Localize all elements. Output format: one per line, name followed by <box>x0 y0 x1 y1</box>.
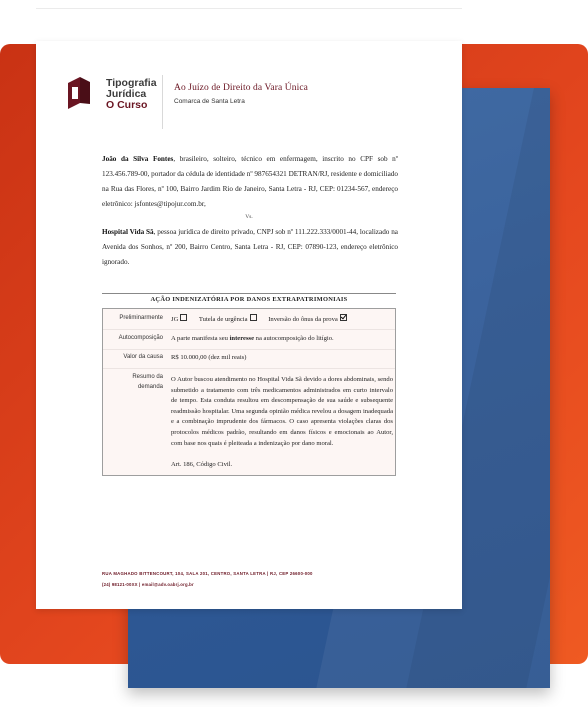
table-row-resumo <box>103 368 395 475</box>
checkbox-inversao-onus[interactable] <box>340 314 347 321</box>
footer-address: RUA MAGHADO BITTENCOURT, 104, SALA 201, CENTRO, SANTA LETRA | RJ, CEP 26600-000 <box>102 571 313 576</box>
autocomposicao-label: Autocomposição <box>118 335 163 341</box>
logo-wordmark <box>106 78 157 111</box>
interest-emphasis: interesse <box>229 335 255 342</box>
footer-contact: (24) 98121-00XX | email@adv.oabrj.org.br <box>102 582 194 587</box>
table-row-valor-causa <box>103 349 395 369</box>
case-summary-table <box>102 308 396 476</box>
checkbox-jg[interactable] <box>180 314 187 321</box>
plaintiff-name: João da Silva Fontes <box>102 155 174 163</box>
resumo-label: Resumo da demanda <box>132 374 163 390</box>
defendant-qualification <box>102 225 398 270</box>
option-jg[interactable]: JG <box>171 316 187 323</box>
table-row-preliminares <box>103 309 395 330</box>
legal-document-page <box>36 41 462 609</box>
table-top-rule <box>102 293 396 294</box>
checkbox-tutela-urgencia[interactable] <box>250 314 257 321</box>
action-title: AÇÃO INDENIZATÓRIA POR DANOS EXTRAPATRIMONIAIS <box>150 296 348 303</box>
legal-basis: Art. 186, Código Civil. <box>171 461 233 468</box>
versus-label: Vs. <box>245 214 253 220</box>
defendant-name: Hospital Vida Sã <box>102 228 154 236</box>
logo-line-3: O Curso <box>106 99 148 111</box>
option-tutela-urgencia[interactable]: Tutela de urgência <box>199 316 257 323</box>
defendant-details: , pessoa jurídica de direito privado, CNPJ sob nº 111.222.333/0001-44, localizado na Avenida dos Sonhos, nº 200, Bairro Centro, Santa Letra - RJ, CEP: 07890-123, endereço eletrônico ignorado. <box>102 228 398 266</box>
valor-causa-label: Valor da causa <box>123 354 163 360</box>
resumo-text: O Autor buscou atendimento no Hospital Vida Sã devido a dores abdominais, sendo submetido a tratamento com três medicamentos administrados em curto intervalo de tempo. Esta conduta resultou em descompensação de sua saúde e subsequente readmissão hospitalar. Uma segunda opinião médica revelou a dosagem inadequada e a combinação imprudente dos fármacos. O caso apresenta violações claras dos protocolos médicos padrão, resultando em danos físicos e emocionais ao Autor, com base nos quais é pleiteada a indenização por dano moral. <box>171 376 393 447</box>
preliminares-label: Preliminarmente <box>119 315 163 321</box>
table-row-autocomposicao <box>103 329 395 350</box>
logo-line-2: Jurídica <box>106 88 147 100</box>
typography-logo-icon <box>68 77 90 109</box>
logo-line-1: Tipografia <box>106 77 157 89</box>
top-divider <box>36 8 462 9</box>
option-inversao-onus[interactable]: Inversão do ônus da prova <box>268 316 347 323</box>
preliminares-options <box>171 314 393 325</box>
court-title: Ao Juízo de Direito da Vara Única <box>174 83 308 93</box>
header-divider <box>162 75 163 129</box>
court-district: Comarca de Santa Letra <box>174 98 245 105</box>
plaintiff-details: , brasileiro, solteiro, técnico em enfermagem, inscrito no CPF sob nº 123.456.789-00, portador da cédula de identidade nº 987654321 DETRAN/RJ, residente e domiciliado na Rua das Flores, nº 100, Bairro Jardim Rio de Janeiro, Santa Letra - RJ, CEP: 01234-567, endereço eletrônico: jsfontes@tipojur.com.br, <box>102 155 398 208</box>
autocomposicao-value: A parte manifesta seu interesse na autocomposição do litígio. <box>171 335 334 342</box>
valor-causa-value: R$ 10.000,00 (dez mil reais) <box>171 354 247 361</box>
plaintiff-qualification <box>102 152 398 212</box>
